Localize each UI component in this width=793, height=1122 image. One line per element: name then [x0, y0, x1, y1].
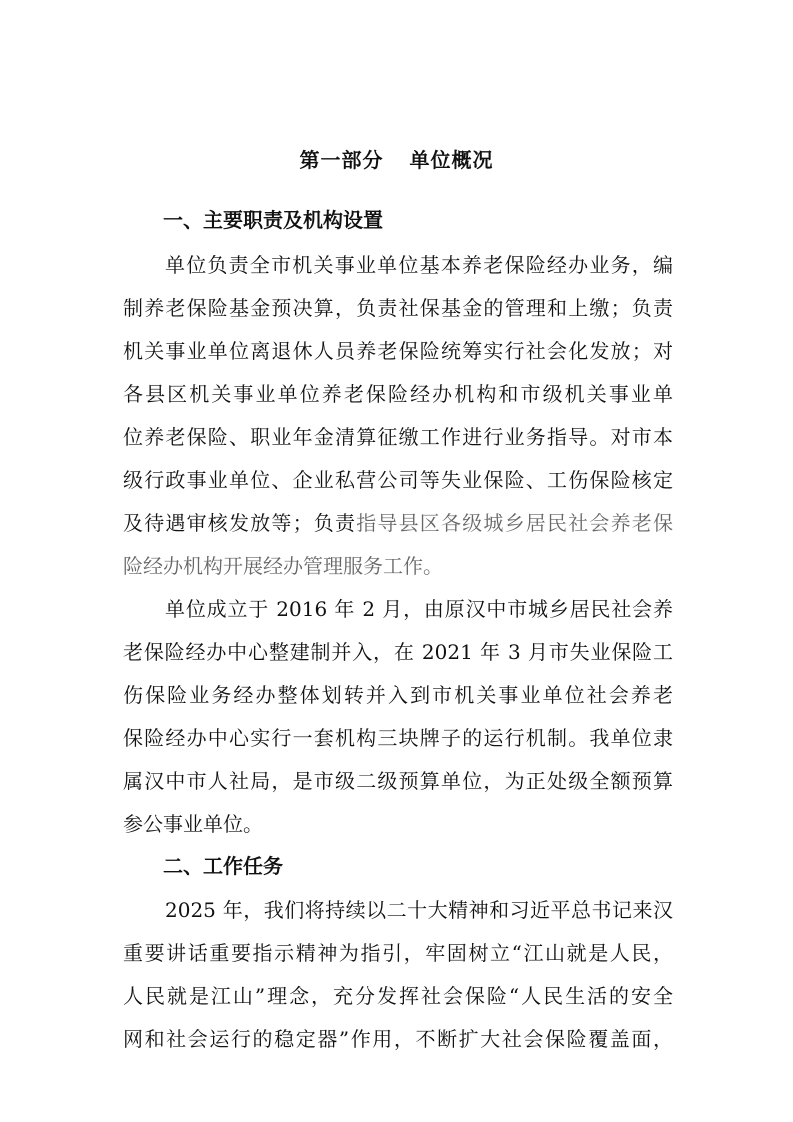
paragraph-line: 参公事业单位。: [123, 812, 263, 836]
section-heading-tasks: 二、工作任务: [163, 854, 283, 878]
paragraph-line: 位养老保险、职业年金清算征缴工作进行业务指导。对市本: [123, 425, 673, 449]
paragraph-line: 重要讲话重要指示精神为指引，牢固树立“江山就是人民，: [123, 941, 673, 965]
paragraph-line: 网和社会运行的稳定器”作用，不断扩大社会保险覆盖面，: [123, 1027, 673, 1051]
title-name: 单位概况: [409, 148, 494, 172]
paragraph-segment: 及待遇审核发放等；负责: [123, 511, 357, 535]
paragraph-line: 属汉中市人社局，是市级二级预算单位，为正处级全额预算: [123, 769, 673, 793]
paragraph-line: 级行政事业单位、企业私营公司等失业保险、工伤保险核定: [123, 468, 673, 492]
section-heading-duties: 一、主要职责及机构设置: [163, 208, 383, 232]
page-title: [0, 146, 793, 174]
paragraph-line: 险经办机构开展经办管理服务工作。: [123, 554, 443, 578]
paragraph-line: 各县区机关事业单位养老保险经办机构和市级机关事业单: [123, 382, 673, 406]
paragraph-line: 2025 年，我们将持续以二十大精神和习近平总书记来汉: [165, 898, 673, 922]
paragraph-line: 伤保险业务经办整体划转并入到市机关事业单位社会养老: [123, 683, 673, 707]
paragraph-line: 老保险经办中心整建制并入，在 2021 年 3 月市失业保险工: [123, 640, 673, 664]
paragraph-line: 机关事业单位离退休人员养老保险统筹实行社会化发放；对: [123, 339, 673, 363]
paragraph-line: 人民就是江山”理念，充分发挥社会保险“人民生活的安全: [123, 984, 673, 1008]
title-part: 第一部分: [299, 148, 384, 172]
paragraph-line: [123, 509, 673, 537]
paragraph-line: 单位成立于 2016 年 2 月，由原汉中市城乡居民社会养: [165, 597, 673, 621]
paragraph-line: 制养老保险基金预决算，负责社保基金的管理和上缴；负责: [123, 296, 673, 320]
paragraph-segment-gray: 指导县区各级城乡居民社会养老保: [356, 511, 674, 535]
paragraph-line: 保险经办中心实行一套机构三块牌子的运行机制。我单位隶: [123, 726, 673, 750]
paragraph-line: 单位负责全市机关事业单位基本养老保险经办业务，编: [165, 253, 673, 277]
